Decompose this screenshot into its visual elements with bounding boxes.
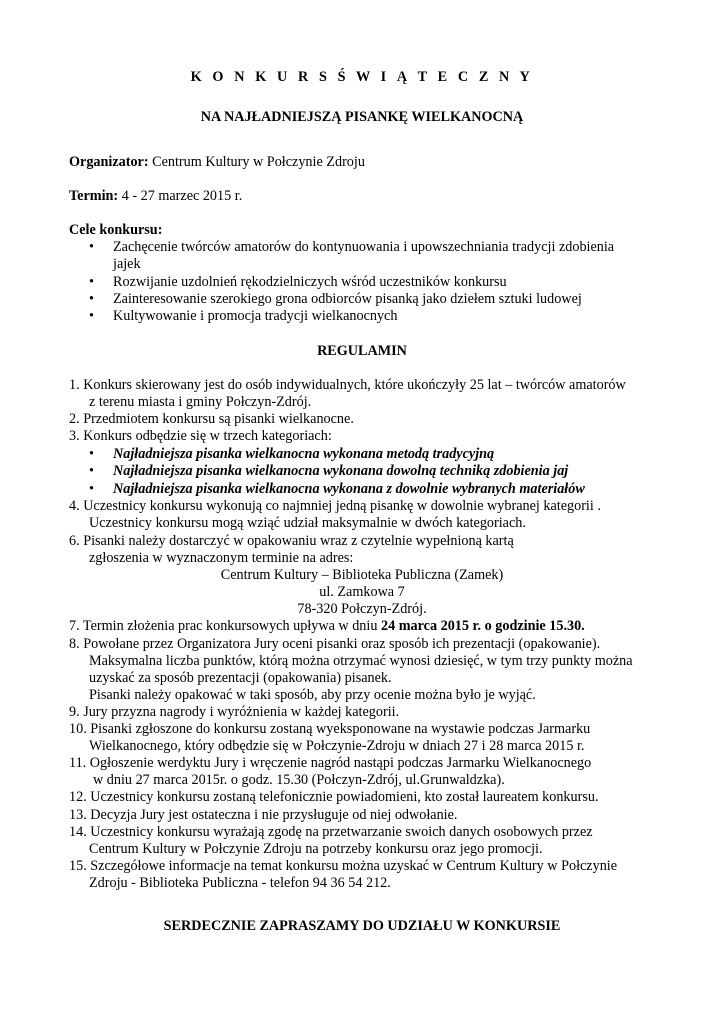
- address-line: Centrum Kultury – Biblioteka Publiczna (Zamek): [220, 567, 504, 583]
- goals-heading: Cele konkursu:: [69, 222, 163, 238]
- term-line: [69, 188, 242, 205]
- document-title: K O N K U R S Ś W I Ą T E C Z N Y: [190, 69, 534, 85]
- rule-6-continuation: zgłoszenia w wyznaczonym terminie na adres:: [89, 550, 354, 566]
- deadline: 24 marca 2015 r. o godzinie 15.30.: [380, 618, 585, 634]
- rule-10: 10. Pisanki zgłoszone do konkursu zostaną wyeksponowane na wystawie podczas Jarmarku: [69, 721, 591, 737]
- rule-14: 14. Uczestnicy konkursu wyrażają zgodę na przetwarzanie swoich danych osobowych przez: [69, 824, 593, 840]
- bullet-icon: •: [89, 463, 94, 479]
- rule-15: 15. Szczegółowe informacje na temat konkursu można uzyskać w Centrum Kultury w Połczynie: [69, 858, 618, 874]
- address-line: 78-320 Połczyn-Zdrój.: [297, 601, 427, 617]
- rule-4-continuation: Uczestnicy konkursu mogą wziąć udział maksymalnie w dwóch kategoriach.: [89, 515, 526, 531]
- goal-item: Kultywowanie i promocja tradycji wielkanocnych: [113, 308, 398, 324]
- document-subtitle: NA NAJŁADNIEJSZĄ PISANKĘ WIELKANOCNĄ: [200, 109, 524, 125]
- goal-item: Zachęcenie twórców amatorów do kontynuowania i upowszechniania tradycji zdobienia: [113, 239, 615, 255]
- rule-7: [69, 618, 585, 635]
- organizer-line: [69, 154, 365, 171]
- goal-item: Zainteresowanie szerokiego grona odbiorców pisanką jako dziełem sztuki ludowej: [113, 291, 582, 307]
- rule-1: 1. Konkurs skierowany jest do osób indywidualnych, które ukończyły 25 lat – twórców amatorów: [69, 377, 626, 393]
- address-line: ul. Zamkowa 7: [319, 584, 405, 600]
- rule-13: 13. Decyzja Jury jest ostateczna i nie przysługuje od niej odwołanie.: [69, 807, 458, 823]
- rule-15-continuation: Zdroju - Biblioteka Publiczna - telefon 94 36 54 212.: [89, 875, 391, 891]
- rule-14-continuation: Centrum Kultury w Połczynie Zdroju na potrzeby konkursu oraz jego promocji.: [89, 841, 543, 857]
- rule-10-continuation: Wielkanocnego, który odbędzie się w Połczynie-Zdroju w dniach 27 i 28 marca 2015 r.: [89, 738, 585, 754]
- rule-9: 9. Jury przyzna nagrody i wyróżnienia w każdej kategorii.: [69, 704, 400, 720]
- rule-8-continuation: Maksymalna liczba punktów, którą można otrzymać wynosi dziesięć, w tym trzy punkty można: [89, 653, 633, 669]
- category-item: Najładniejsza pisanka wielkanocna wykonana z dowolnie wybranych materiałów: [113, 481, 585, 497]
- closing-invitation: SERDECZNIE ZAPRASZAMY DO UDZIAŁU W KONKURSIE: [163, 918, 561, 934]
- bullet-icon: •: [89, 239, 94, 255]
- bullet-icon: •: [89, 274, 94, 290]
- goal-item-continuation: jajek: [113, 256, 141, 272]
- rule-8-continuation: uzyskać za sposób prezentacji (opakowania) pisanek.: [89, 670, 392, 686]
- rule-1-continuation: z terenu miasta i gminy Połczyn-Zdrój.: [89, 394, 312, 410]
- rule-11: 11. Ogłoszenie werdyktu Jury i wręczenie nagród nastąpi podczas Jarmarku Wielkanocnego: [69, 755, 592, 771]
- rule-12: 12. Uczestnicy konkursu zostaną telefonicznie powiadomieni, kto został laureatem konkursu.: [69, 789, 599, 805]
- term-value: 4 - 27 marzec 2015 r.: [118, 188, 243, 204]
- rule-4: 4. Uczestnicy konkursu wykonują co najmniej jedną pisankę w dowolnie wybranej kategorii .: [69, 498, 601, 514]
- rule-3: 3. Konkurs odbędzie się w trzech kategoriach:: [69, 428, 332, 444]
- rule-2: 2. Przedmiotem konkursu są pisanki wielkanocne.: [69, 411, 354, 427]
- rule-11-continuation: w dniu 27 marca 2015r. o godz. 15.30 (Połczyn-Zdrój, ul.Grunwaldzka).: [93, 772, 505, 788]
- category-item: Najładniejsza pisanka wielkanocna wykonana metodą tradycyjną: [113, 446, 495, 462]
- bullet-icon: •: [89, 446, 94, 462]
- organizer-label: Organizator:: [69, 154, 149, 170]
- bullet-icon: •: [89, 291, 94, 307]
- rule-8-continuation: Pisanki należy opakować w taki sposób, aby przy ocenie można było je wyjąć.: [89, 687, 536, 703]
- bullet-icon: •: [89, 481, 94, 497]
- rule-8: 8. Powołane przez Organizatora Jury oceni pisanki oraz sposób ich prezentacji (opakowanie).: [69, 636, 601, 652]
- bullet-icon: •: [89, 308, 94, 324]
- rule-7-text: 7. Termin złożenia prac konkursowych upływa w dniu: [69, 618, 381, 634]
- category-item: Najładniejsza pisanka wielkanocna wykonana dowolną techniką zdobienia jaj: [113, 463, 569, 479]
- rules-heading: REGULAMIN: [317, 343, 407, 359]
- organizer-value: Centrum Kultury w Połczynie Zdroju: [148, 154, 365, 170]
- goal-item: Rozwijanie uzdolnień rękodzielniczych wśród uczestników konkursu: [113, 274, 507, 290]
- term-label: Termin:: [69, 188, 119, 204]
- rule-6: 6. Pisanki należy dostarczyć w opakowaniu wraz z czytelnie wypełnioną kartą: [69, 533, 514, 549]
